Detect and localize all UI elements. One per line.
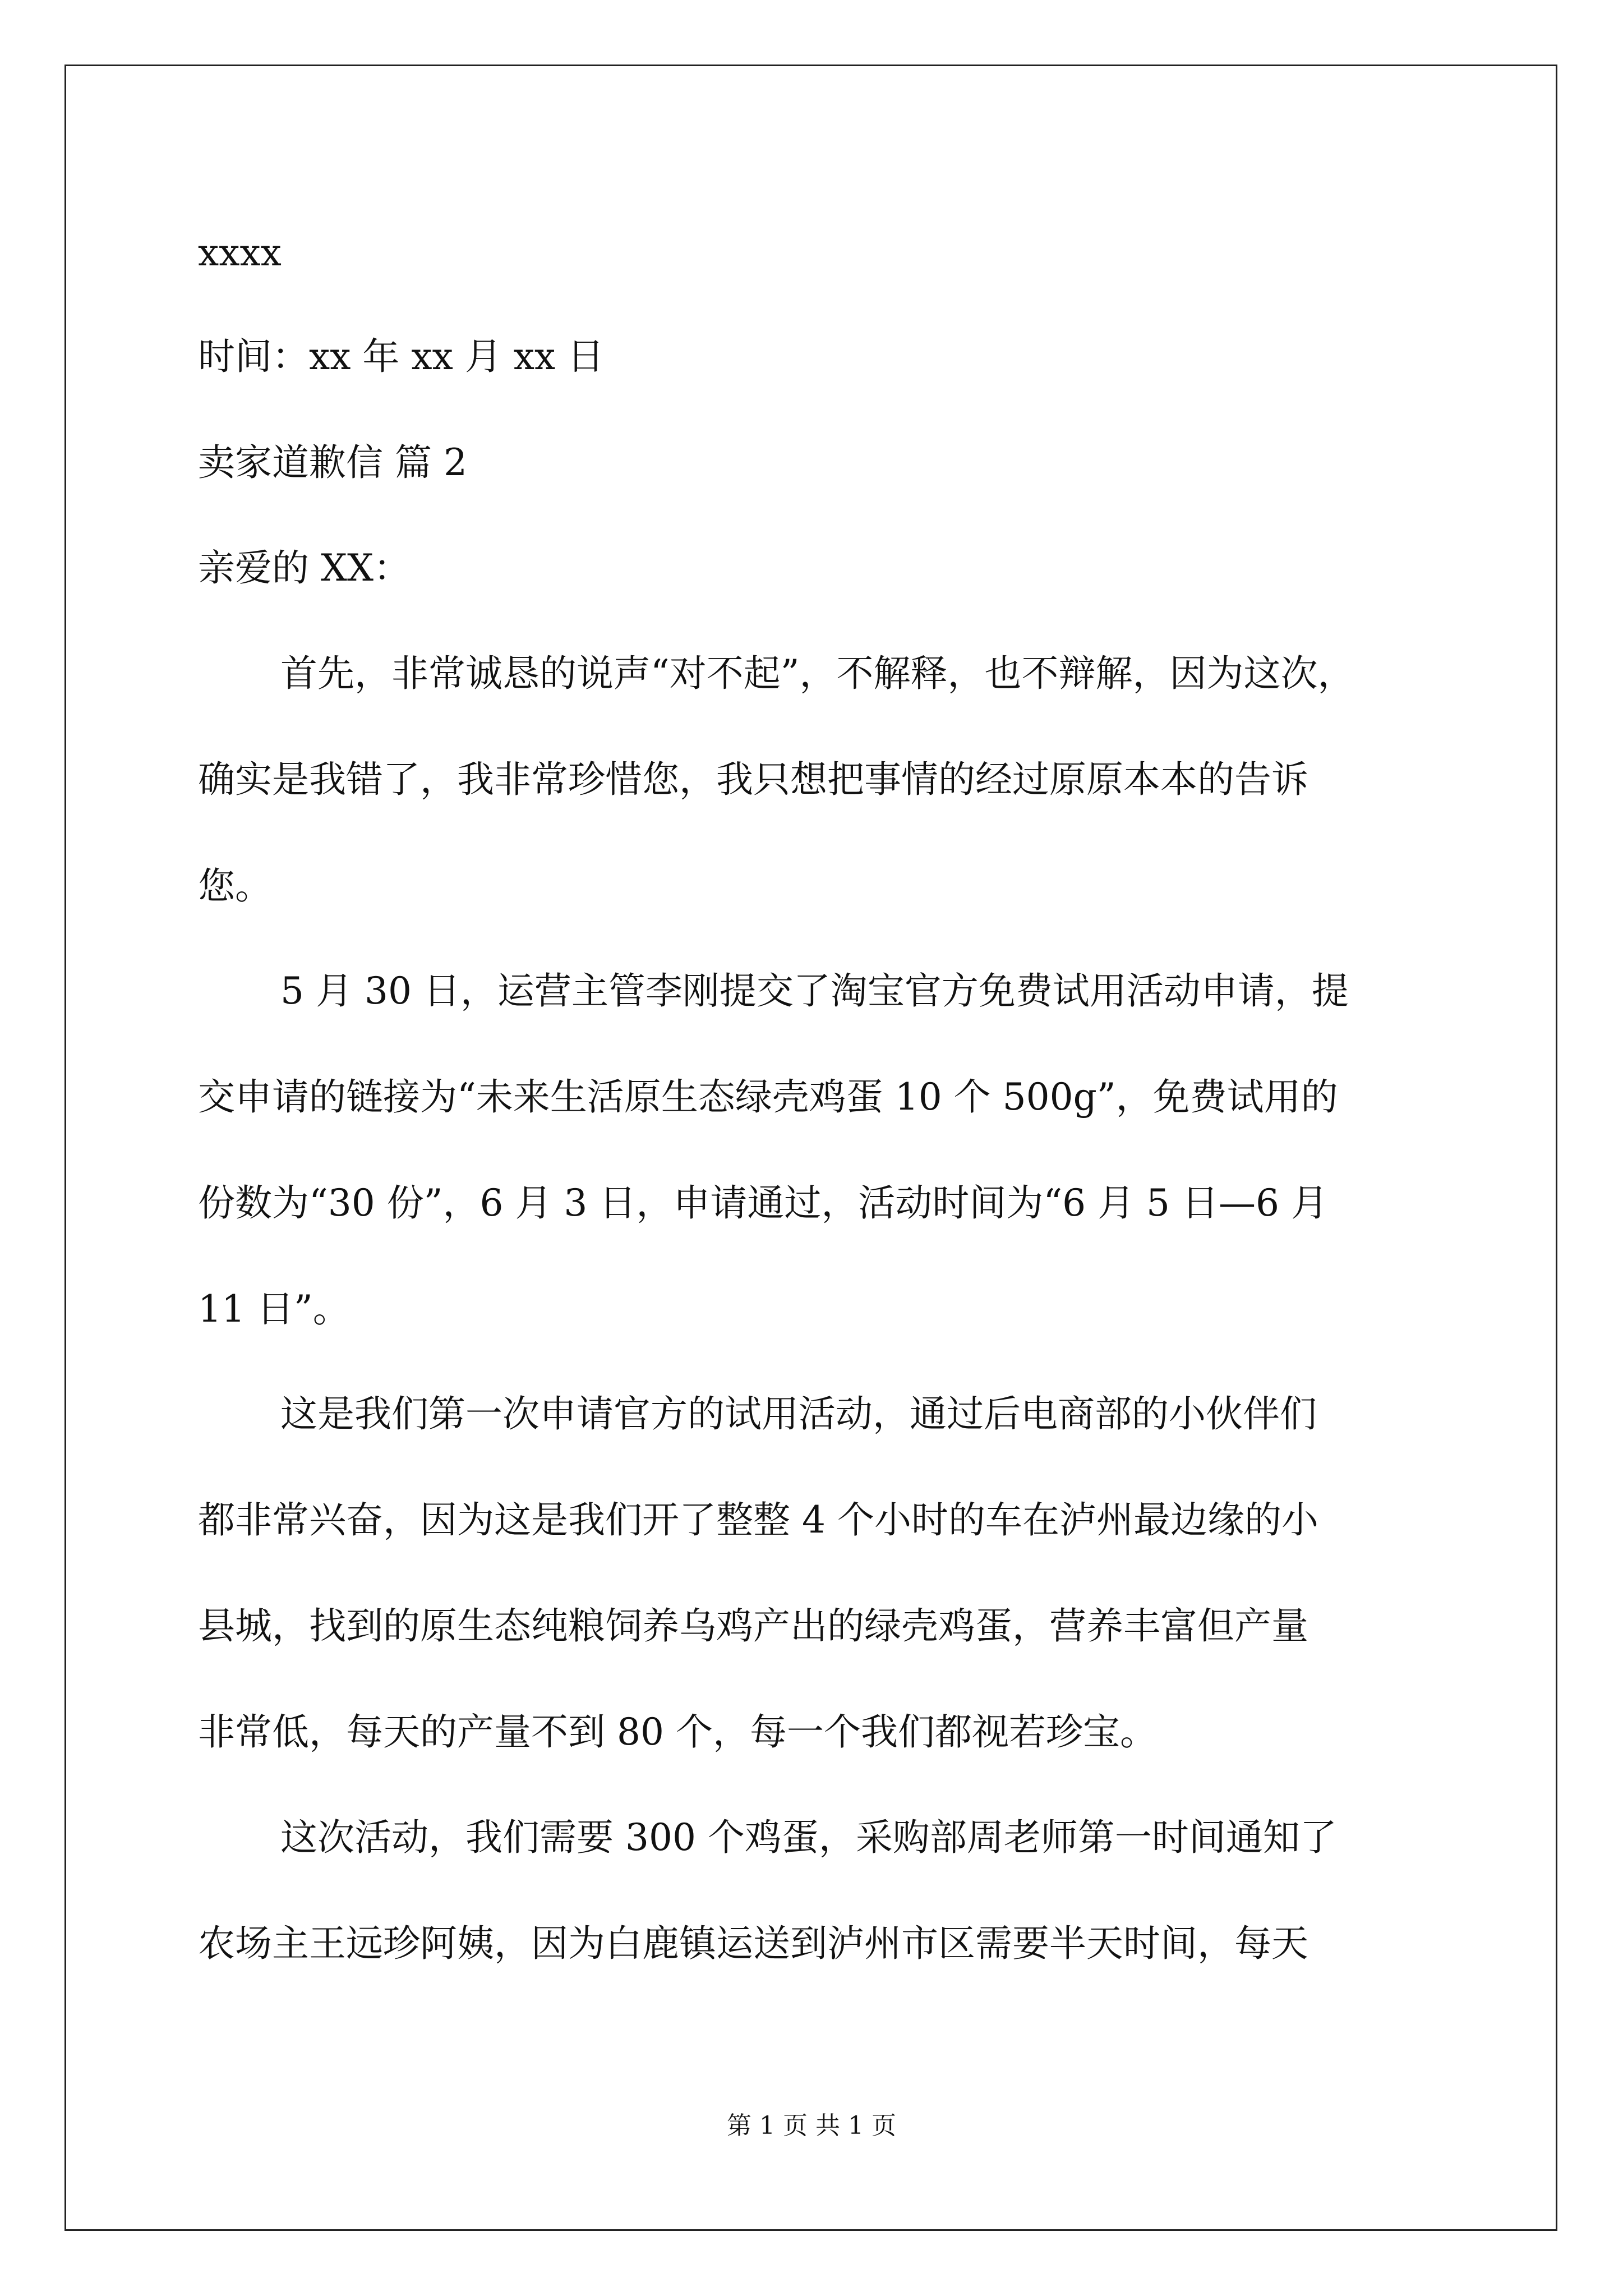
paragraph-3-line-2: 都非常兴奋，因为这是我们开了整整 4 个小时的车在泸州最边缘的小 [198, 1498, 1318, 1542]
paragraph-2-line-3: 份数为“30 份”，6 月 3 日，申请通过，活动时间为“6 月 5 日—6 月 [198, 1181, 1328, 1225]
paragraph-3-line-4: 非常低，每天的产量不到 80 个，每一个我们都视若珍宝。 [198, 1710, 1157, 1754]
paragraph-4-line-1: 这次活动，我们需要 300 个鸡蛋，采购部周老师第一时间通知了 [280, 1816, 1337, 1859]
page-footer: 第 1 页 共 1 页 [727, 2111, 896, 2140]
paragraph-1-line-2: 确实是我错了，我非常珍惜您，我只想把事情的经过原原本本的告诉 [198, 758, 1308, 801]
paragraph-3-line-3: 县城，找到的原生态纯粮饲养乌鸡产出的绿壳鸡蛋，营养丰富但产量 [198, 1604, 1308, 1648]
paragraph-1-line-1: 首先，非常诚恳的说声“对不起”，不解释，也不辩解，因为这次， [280, 652, 1355, 695]
paragraph-1-line-3: 您。 [198, 864, 272, 908]
paragraph-2-line-1: 5 月 30 日，运营主管李刚提交了淘宝官方免费试用活动申请，提 [280, 969, 1349, 1013]
section-title: 卖家道歉信 篇 2 [198, 441, 467, 484]
paragraph-4-line-2: 农场主王远珍阿姨，因为白鹿镇运送到泸州市区需要半天时间，每天 [198, 1922, 1308, 1965]
page-border [64, 65, 1557, 2231]
paragraph-2-line-4: 11 日”。 [198, 1287, 350, 1331]
date-line: 时间：xx 年 xx 月 xx 日 [198, 335, 605, 378]
paragraph-3-line-1: 这是我们第一次申请官方的试用活动，通过后电商部的小伙伴们 [280, 1392, 1317, 1435]
signature: xxxx [198, 231, 282, 274]
paragraph-2-line-2: 交申请的链接为“未来生活原生态绿壳鸡蛋 10 个 500g”，免费试用的 [198, 1075, 1338, 1119]
salutation: 亲爱的 XX： [198, 546, 411, 590]
